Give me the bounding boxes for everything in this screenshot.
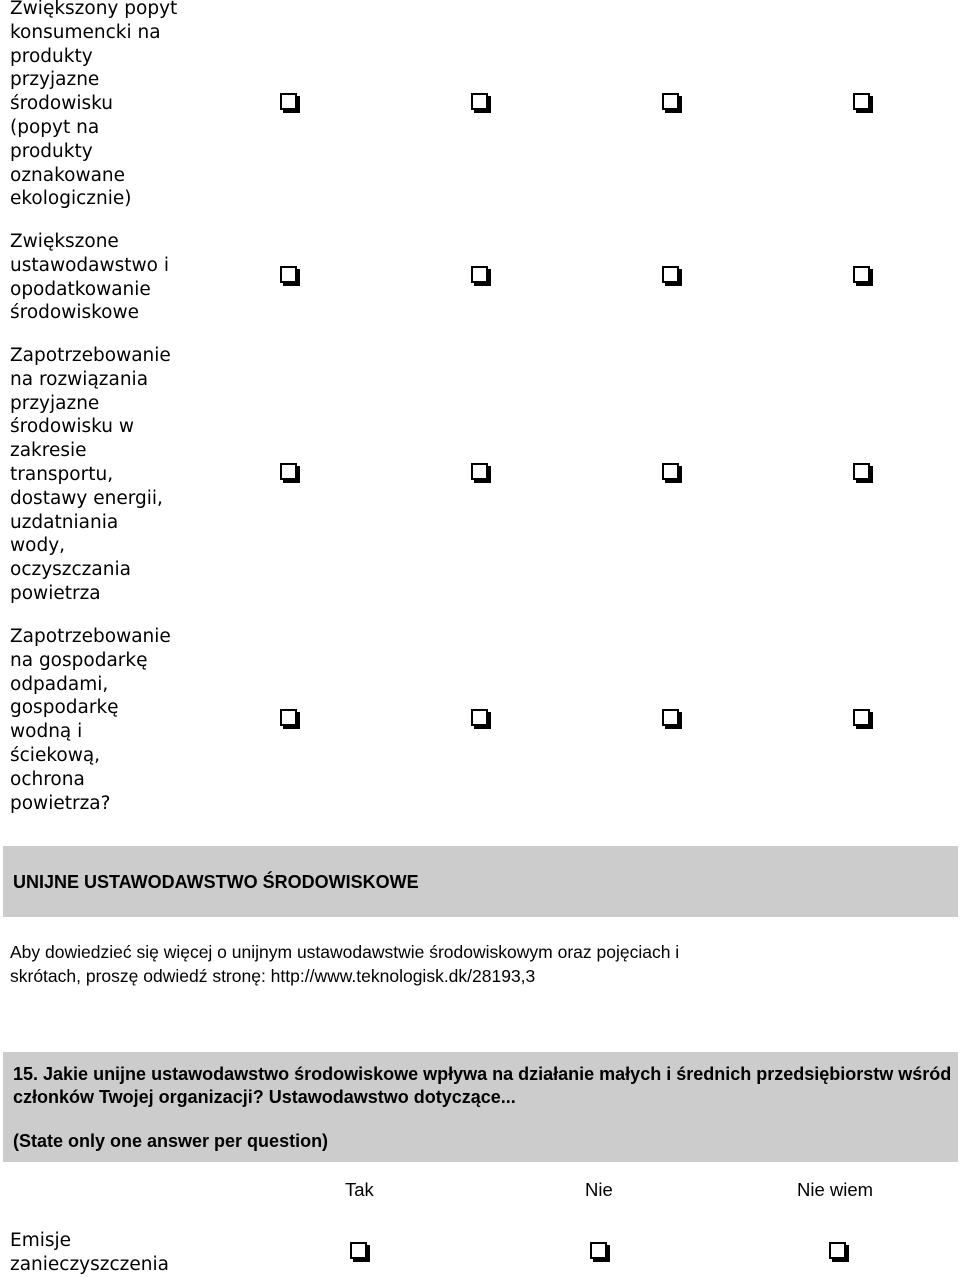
section-header xyxy=(3,846,958,917)
checkbox-row4-col3[interactable] xyxy=(662,709,679,726)
checkbox-row4-col1[interactable] xyxy=(280,709,297,726)
row-label-waste-water-air: Zapotrzebowanie na gospodarkę odpadami, gospodarkę wodną i ściekową, ochrona powietrza? xyxy=(10,626,171,814)
checkbox-row4-col2[interactable] xyxy=(471,709,488,726)
section-intro: Aby dowiedzieć się więcej o unijnym ustawodawstwie środowiskowym oraz pojęciach i skrótach, proszę odwiedź stronę: http://www.teknologisk.dk/28193,3 xyxy=(10,942,680,986)
checkbox-row1-col3[interactable] xyxy=(662,93,679,110)
question-instruction: (State only one answer per question) xyxy=(13,1131,329,1151)
row-label-legislation-taxation: Zwiększone ustawodawstwo i opodatkowanie środowiskowe xyxy=(10,231,169,324)
checkbox-row3-col1[interactable] xyxy=(280,463,297,480)
checkbox-row1-col4[interactable] xyxy=(853,93,870,110)
checkbox-row2-col2[interactable] xyxy=(471,266,488,283)
row-label-eco-solutions-demand: Zapotrzebowanie na rozwiązania przyjazne środowisku w zakresie transportu, dostawy energii, uzdatniania wody, oczyszczania powietrza xyxy=(10,345,171,604)
checkbox-row3-col2[interactable] xyxy=(471,463,488,480)
checkbox-row1-col2[interactable] xyxy=(471,93,488,110)
section-title: UNIJNE USTAWODAWSTWO ŚRODOWISKOWE xyxy=(13,872,419,892)
checkbox-row4-col4[interactable] xyxy=(853,709,870,726)
column-header-yes: Tak xyxy=(345,1179,374,1200)
checkbox-row1-col1[interactable] xyxy=(280,93,297,110)
question-text: 15. Jakie unijne ustawodawstwo środowiskowe wpływa na działanie małych i średnich przedsiębiorstw wśród członków Twojej organizacji? Ustawodawstwo dotyczące... xyxy=(13,1064,952,1107)
checkbox-row2-col4[interactable] xyxy=(853,266,870,283)
column-header-dont-know: Nie wiem xyxy=(797,1179,874,1200)
row-label-consumer-demand: Zwiększony popyt konsumencki na produkty przyjazne środowisku (popyt na produkty oznakowane ekologicznie) xyxy=(10,0,178,210)
checkbox-row2-col1[interactable] xyxy=(280,266,297,283)
row-label-emissions: Emisje zanieczyszczenia xyxy=(10,1230,169,1275)
checkbox-emissions-yes[interactable] xyxy=(350,1242,367,1259)
checkbox-emissions-dont-know[interactable] xyxy=(829,1242,846,1259)
checkbox-row2-col3[interactable] xyxy=(662,266,679,283)
checkbox-row3-col3[interactable] xyxy=(662,463,679,480)
column-header-no: Nie xyxy=(585,1179,613,1200)
checkbox-emissions-no[interactable] xyxy=(590,1242,607,1259)
question-header xyxy=(3,1052,958,1162)
checkbox-row3-col4[interactable] xyxy=(853,463,870,480)
